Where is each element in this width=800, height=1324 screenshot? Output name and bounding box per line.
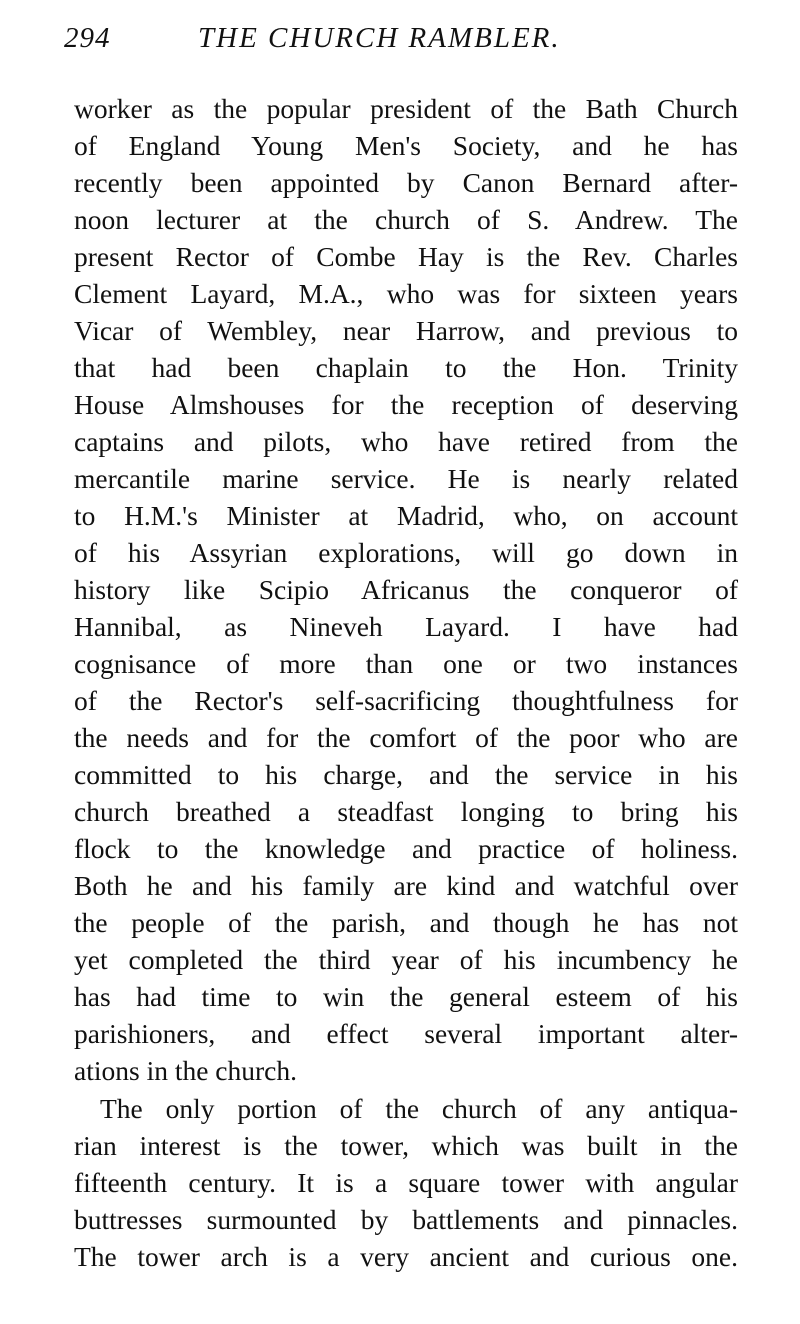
text-line: worker as the popular president of the Bath Church	[74, 93, 738, 124]
text-line: of his Assyrian explorations, will go down in	[74, 537, 738, 568]
text-line: of the Rector's self-sacrificing thoughtfulness for	[74, 685, 738, 716]
text-line: Both he and his family are kind and watchful over	[74, 870, 738, 901]
text-line: The only portion of the church of any antiqua-	[100, 1093, 738, 1124]
text-line: history like Scipio Africanus the conqueror of	[74, 574, 738, 605]
paragraph-2	[74, 1090, 738, 1275]
text-line: ations in the church.	[74, 1055, 297, 1086]
text-line: flock to the knowledge and practice of holiness.	[74, 833, 738, 864]
running-title: THE CHURCH RAMBLER.	[198, 22, 561, 54]
text-line: the needs and for the comfort of the poor who are	[74, 722, 738, 753]
text-line: The tower arch is a very ancient and curious one.	[74, 1241, 738, 1272]
text-line: buttresses surmounted by battlements and pinnacles.	[74, 1204, 738, 1235]
text-line: yet completed the third year of his incumbency he	[74, 944, 738, 975]
text-line: House Almshouses for the reception of deserving	[74, 389, 738, 420]
paragraph-1	[74, 90, 738, 1089]
text-line: the people of the parish, and though he has not	[74, 907, 738, 938]
text-line: recently been appointed by Canon Bernard after-	[74, 167, 738, 198]
running-head	[64, 22, 744, 62]
text-line: mercantile marine service. He is nearly related	[74, 463, 738, 494]
text-line: captains and pilots, who have retired from the	[74, 426, 738, 457]
text-line: noon lecturer at the church of S. Andrew. The	[74, 204, 738, 235]
text-line: rian interest is the tower, which was built in the	[74, 1130, 738, 1161]
text-line: Hannibal, as Nineveh Layard. I have had	[74, 611, 738, 642]
text-line: has had time to win the general esteem of his	[74, 981, 738, 1012]
body-text	[74, 90, 738, 1275]
text-line: parishioners, and effect several important alter-	[74, 1018, 738, 1049]
text-line: fifteenth century. It is a square tower with angular	[74, 1167, 738, 1198]
text-line: Vicar of Wembley, near Harrow, and previous to	[74, 315, 738, 346]
text-line: present Rector of Combe Hay is the Rev. Charles	[74, 241, 738, 272]
text-line: Clement Layard, M.A., who was for sixteen years	[74, 278, 738, 309]
text-line: cognisance of more than one or two instances	[74, 648, 738, 679]
text-line: church breathed a steadfast longing to bring his	[74, 796, 738, 827]
text-line: of England Young Men's Society, and he has	[74, 130, 738, 161]
page-number: 294	[64, 22, 111, 54]
text-line: that had been chaplain to the Hon. Trinity	[74, 352, 738, 383]
text-line: to H.M.'s Minister at Madrid, who, on account	[74, 500, 738, 531]
text-line: committed to his charge, and the service in his	[74, 759, 738, 790]
